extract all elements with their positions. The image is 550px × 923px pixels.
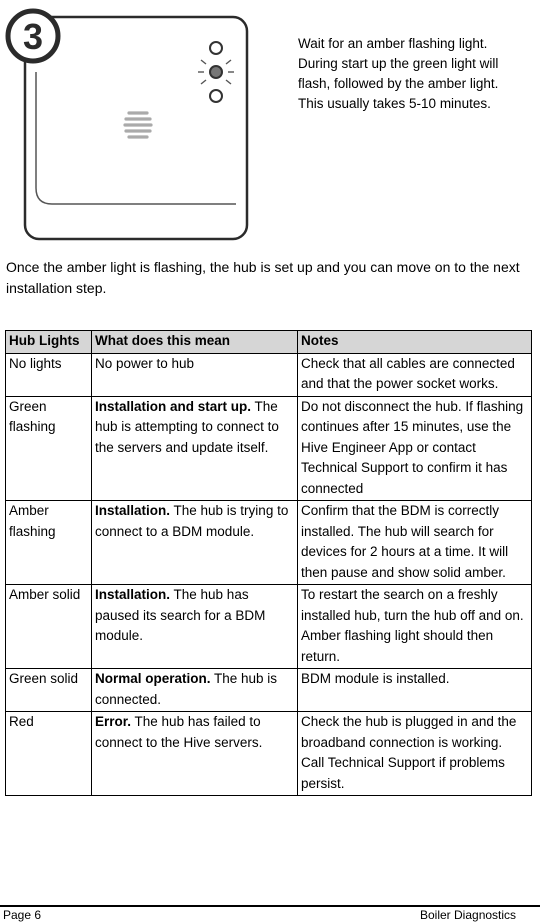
light-bottom-icon	[210, 90, 222, 102]
cell-lights: Amber solid	[6, 585, 92, 669]
table-row	[6, 396, 532, 501]
cell-notes: To restart the search on a freshly installed hub, turn the hub off and on. Amber flashing light should then return.	[298, 585, 532, 669]
intro-text: Once the amber light is flashing, the hub is set up and you can move on to the next installation step.	[6, 259, 520, 296]
light-top-icon	[210, 42, 222, 54]
meaning-bold: Normal operation.	[95, 671, 211, 686]
table-row	[6, 712, 532, 796]
header-notes: Notes	[298, 331, 532, 354]
cell-lights: Green solid	[6, 669, 92, 712]
meaning-text: The hub has paused its search for a BDM module.	[95, 587, 266, 643]
cell-lights: Green flashing	[6, 396, 92, 501]
cell-lights: Red	[6, 712, 92, 796]
header-meaning: What does this mean	[92, 331, 298, 354]
footer-section-title: Boiler Diagnostics	[420, 908, 517, 922]
cell-meaning	[92, 501, 298, 585]
footer-divider	[0, 905, 540, 907]
meaning-text: No power to hub	[95, 355, 195, 371]
cell-notes: BDM module is installed.	[298, 669, 532, 712]
cell-meaning	[92, 353, 298, 396]
cell-notes: Do not disconnect the hub. If flashing continues after 15 minutes, use the Hive Engineer App or contact Technical Support to confirm it has connected	[298, 396, 532, 501]
cell-meaning	[92, 585, 298, 669]
meaning-text: The hub has failed to connect to the Hive servers.	[95, 714, 263, 750]
meaning-text: The hub is trying to connect to a BDM module.	[95, 503, 289, 539]
cell-notes: Check that all cables are connected and that the power socket works.	[298, 353, 532, 396]
meaning-bold: Installation.	[95, 503, 171, 518]
cell-lights: Amber flashing	[6, 501, 92, 585]
table-header-row	[6, 331, 532, 354]
hub-illustration	[0, 0, 260, 245]
meaning-bold: Error.	[95, 714, 132, 729]
cell-meaning	[92, 712, 298, 796]
header-hub-lights: Hub Lights	[6, 331, 92, 354]
cell-meaning	[92, 669, 298, 712]
table-row	[6, 669, 532, 712]
cell-notes: Check the hub is plugged in and the broadband connection is working. Call Technical Support if problems persist.	[298, 712, 532, 796]
meaning-text: The hub is connected.	[95, 671, 278, 707]
cell-notes: Confirm that the BDM is correctly installed. The hub will search for devices for 2 hours at a time. It will then pause and show solid amber.	[298, 501, 532, 585]
hub-lights-table	[5, 330, 532, 796]
table-row	[6, 585, 532, 669]
table-row	[6, 353, 532, 396]
callout-text: Wait for an amber flashing light. During start up the green light will flash, followed by the amber light. This usually takes 5-10 minutes.	[298, 36, 499, 111]
meaning-bold: Installation and start up.	[95, 398, 252, 414]
cell-lights: No lights	[6, 353, 92, 396]
table-row	[6, 501, 532, 585]
footer-page-number: Page 6	[3, 908, 42, 922]
meaning-text: The hub is attempting to connect to the servers and update itself.	[95, 398, 279, 455]
cell-meaning	[92, 396, 298, 501]
step-number: 3	[22, 16, 44, 57]
meaning-bold: Installation.	[95, 587, 171, 602]
light-middle-amber-icon	[210, 66, 222, 78]
